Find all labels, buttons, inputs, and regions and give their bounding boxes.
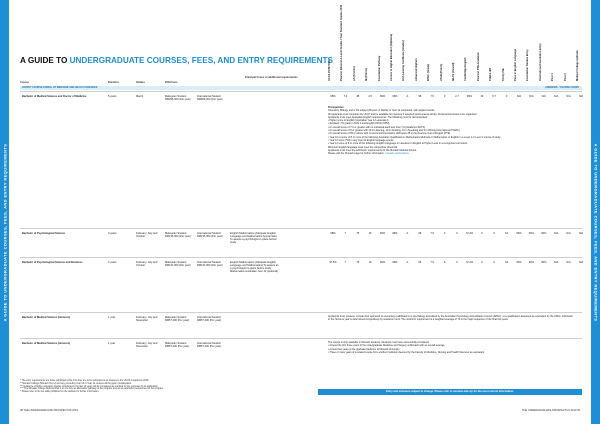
notes-main: Prerequisites: Chemistry, Biology and a 3rd subject (Physics or Maths) or Year 12 completed, with applied results. All applicants must complete the UCAT and be available for interview if selected (www.ucat.ac.uk/uk). Personal interviews to be organised. Applicants must meet Australian English requirements. The following must be demonstrated: • Higher score in English (Australian Year 12 equivalent) • Scotland: 7% grade in SCE 1 and English ASCE (SPM) • An overall score of 7.0 or greater with no individual band less than 7.0 (Academic IELTS) • An overall score of 8 or greater with 10 in Listening, 10 in Reading, 10 in Speaking and 9 in Writing (international TOEFL) • An overall score of 65 or above with no score/communicative skill below 65 in the Pearson Test of English (PTE) • Year 10 or score of 8 or more of the following Australian Qualifications: Mathematics Methods or Mathematics or English in a Level 1 or Level 2 course of study • Year 12 score 75% in any Year 12 English language course • Year 12 score of 8 or more of the following: English Language or Literature in English at Higher Level in a recognised curriculum Minimum English language must meet the competitive threshold. Applicants must meet the admission requirements for the Monash Medical School. Please visit the Monash page for further information. monash.edu/medicine (328, 106, 501, 156)
vertical-header: Pearson Edexcel A-Level Grades / Year Standard Grades 2019 (340, 4, 344, 81)
fee-intl: International Student RM57,300 (Per year) (197, 342, 222, 348)
value-cell: 0 (481, 261, 483, 264)
value-cell: A (406, 232, 409, 235)
section-bar: JOPPEY COURSE CODES, CP MEDICINE AND HEALTH SCIENCES ANDREWS - COURSE CODES (20, 86, 582, 90)
fee-home: Malaysian Student RM495,000 (Per year) (165, 95, 191, 101)
value-cell: 72.4% (465, 261, 474, 264)
value-cell: 0 (493, 232, 495, 235)
page-number-right: THE UNDERGRADUATE PROSPECTUS 2019 39 (521, 409, 580, 412)
vertical-header: ATAR (Points) (439, 63, 443, 81)
course-duration: 3 years (108, 232, 117, 235)
course-intakes: February, July and November (136, 316, 158, 322)
value-cell: N/A (578, 261, 584, 264)
course-name: Bachelor of Medical Science (Honours) (22, 342, 71, 345)
vertical-header: IB (Points) (365, 68, 369, 81)
value-cell: 2.7 (455, 95, 459, 98)
notes-honours-2: The course is only available to Monash students. Students must have successfully completed: • At least the first three years of the undergraduate Medicine and Surgery at Monash with an overall average • At least two years of the graduate Medicine at Monash University • Three or more years of a related course from another institution deemed by the Faculty of Medicine, Nursing and Health Sciences as equivalent (328, 341, 485, 354)
fee-home: Malaysian Student RM57,300 (Per year) (165, 342, 190, 348)
course-name: Bachelor of Psychological Science (22, 232, 65, 235)
value-cell: 38 (418, 95, 422, 98)
vertical-header: BTEC (Grade) (427, 63, 431, 81)
course-intakes: February, July and October (136, 261, 158, 267)
fee-intl: International Student RM609,000 (Per year) (197, 95, 223, 101)
vertical-header: Access to Higher Education (Diploma) (390, 33, 393, 81)
value-cell: 64 (505, 261, 509, 264)
col-duration-header: Duration (108, 81, 119, 84)
value-cell: 7 (344, 232, 347, 235)
course-duration: 5 years (108, 95, 117, 98)
side-tab-right: A GUIDE TO UNDERGRADUATE COURSES, FEES, AND ENTRY REQUIREMENTS (591, 0, 600, 424)
value-cell: N/A (578, 95, 584, 98)
value-cell: 96% (528, 232, 534, 235)
course-intakes: February, July and November (136, 342, 158, 348)
value-cell: 96% (516, 232, 522, 235)
vertical-header: Pass in English Language (514, 48, 517, 81)
value-cell: N/A (554, 95, 559, 98)
vertical-header: Advanced Highers (414, 58, 418, 81)
value-cell: 38 (356, 95, 360, 98)
course-english: English Mathematics (Adequate English Language and Mathematics) To assess as a psychologist to place before study Mathematics Australian Year 12 (optional) (230, 261, 279, 273)
notes-honours: Applicants must possess, include their approved or exemplary qualifications in psychology accredited by the Australian Psychology Accreditation Council (APAC), or a qualification assessed as equivalent by the APAC. Admission to the Honours year is determined competitively by academic merit. The minimum requirement is a weighted average of 70 in the major sequence of the final two years. (328, 315, 574, 322)
vertical-header: UCAS POSITION (328, 60, 331, 81)
value-cell: 0 (443, 261, 446, 264)
page-title: A GUIDE TO UNDERGRADUATE COURSES, FEES, AND ENTRY REQUIREMENTS (20, 56, 333, 65)
course-duration: 1 year (108, 316, 116, 319)
value-cell: N/A (578, 232, 584, 235)
value-cell: 0 (456, 232, 458, 235)
col-english-header: Principal Focus of additional requirements (245, 76, 298, 79)
value-cell: N/A (554, 232, 559, 235)
value-cell: 64 (505, 232, 509, 235)
course-intakes: March (136, 95, 144, 98)
vertical-header: Cambridge English (464, 57, 468, 81)
value-cell: 0 (493, 261, 495, 264)
value-cell: 7 (344, 261, 347, 264)
info-banner: Entry and minimum subject to change. Please refer to monash.edu.my for the most current information. (318, 389, 582, 395)
value-cell: 0 (443, 95, 446, 98)
side-tab-left: A GUIDE TO UNDERGRADUATE COURSES, FEES, AND ENTRY REQUIREMENTS (0, 0, 9, 424)
page-number-left: 38 THE UNDERGRADUATE PROSPECTUS 2019 (20, 409, 78, 412)
value-cell: 98% (392, 95, 398, 98)
value-cell: 69% (379, 261, 386, 264)
value-cell: 28 (418, 261, 422, 264)
value-cell: 28 (418, 232, 422, 235)
value-cell: 0 (481, 232, 483, 235)
course-duration: 1 year (108, 342, 116, 345)
value-cell: 98% (392, 261, 398, 264)
fee-home: Malaysian Student RM135,000 (Per year) (165, 232, 191, 238)
value-cell: 97.5% (329, 261, 337, 264)
value-cell: 2.5 (368, 95, 372, 98)
fee-home: Malaysian Student RM57,300 (Per year) (165, 316, 190, 322)
value-cell: N/A (529, 95, 534, 98)
vertical-header: Post 1 (551, 73, 555, 81)
value-cell: 96% (541, 232, 547, 235)
value-cell: 69% (379, 95, 386, 98)
vertical-header: AS (6 Units) (352, 66, 356, 81)
value-cell: 75 (356, 261, 360, 264)
value-cell: N/A (541, 95, 546, 98)
value-cell: 96% (528, 261, 534, 264)
vertical-header: Trinity ISE (501, 68, 505, 81)
value-cell: N/A (566, 95, 571, 98)
value-cell: N/A (566, 261, 571, 264)
fee-intl: International Student RM137,000 (Per year) (197, 261, 223, 267)
course-name: Bachelor of Psychological Science and Business (22, 261, 83, 264)
vertical-header: IELTS (Overall) (452, 62, 455, 81)
value-cell: 0 (505, 95, 508, 98)
value-cell: N/A (566, 232, 571, 235)
value-cell: 6.7 (492, 95, 496, 98)
value-cell: 99% (466, 95, 472, 98)
vertical-header: Irish Leaving Certificate (Grades) (402, 40, 406, 81)
course-name: Bachelor of Medical Science (Honours) (22, 316, 71, 319)
value-cell: 98% (330, 232, 336, 235)
value-cell: 96% (541, 261, 547, 264)
vertical-header: Pearson PTE Academic (476, 52, 480, 81)
vertical-header: International Foundation Entry (538, 43, 542, 81)
value-cell: 98% (392, 232, 398, 235)
vertical-header: Foundation Studies Entry (526, 49, 530, 81)
value-cell: 96% (516, 261, 522, 264)
value-cell: 7.5 (430, 261, 434, 264)
course-duration: 3 years (108, 261, 117, 264)
vertical-header: TOEFL iBT (489, 67, 493, 81)
value-cell: 16 (368, 232, 372, 235)
value-cell: A (406, 95, 409, 98)
value-cell: 69% (379, 232, 386, 235)
col-intakes-header: Intakes (136, 81, 145, 84)
col-fees-header: 2019 Fees (165, 81, 178, 84)
fee-intl: International Student RM57,300 (Per year) (197, 316, 222, 322)
footnotes: * The entry requirements are those published at the time they are to be submitted to us courses in the UCAS programme 2019. ** Monash College (Monash Pre-U) and any preceding Year 13 or Year 12 courses will be given consideration. *** Guidance of higher education studies completed in the last 10 years will be considered as credited for the purposes of an application. **** The Monash College Diploma Part 1 or 2 is only an alternative pathway to the program and not an admission requirement to the program. ^ Please refer to the fee table published on the website for further information. (20, 380, 164, 394)
fee-home: Malaysian Student RM137,000 (Per year) (165, 261, 191, 267)
value-cell: 19 (480, 95, 484, 98)
monash-link[interactable]: monash.edu/medicine (385, 152, 410, 156)
value-cell: 72.4% (465, 232, 474, 235)
value-cell: 75 (356, 232, 360, 235)
col-course-header: Course (20, 81, 29, 84)
fee-intl: International Student RM135,000 (Per year) (197, 232, 223, 238)
course-english: English Mathematics (Adequate English Language and Mathematics Appropriate) To assess a psychologist to place before study (230, 232, 277, 244)
value-cell: 98% (330, 95, 336, 98)
course-name: Bachelor of Medical Science and Doctor of Medicine (22, 95, 87, 98)
table-row (20, 257, 582, 298)
value-cell: 0 (443, 232, 446, 235)
value-cell: A (406, 261, 409, 264)
vertical-header: Foundation Pathway (377, 55, 381, 81)
value-cell: 16 (368, 261, 372, 264)
value-cell: 0 (456, 261, 458, 264)
value-cell: 7.5 (430, 232, 434, 235)
vertical-header: Post 2 (563, 73, 567, 81)
value-cell: 7.0 (343, 95, 348, 98)
value-cell: N/A (516, 95, 522, 98)
course-intakes: February, July and October (136, 232, 158, 238)
table-row (20, 228, 582, 258)
vertical-header: Medical College Aptitude (576, 50, 579, 81)
value-cell: 7.5 (430, 95, 434, 98)
value-cell: N/A (554, 261, 559, 264)
